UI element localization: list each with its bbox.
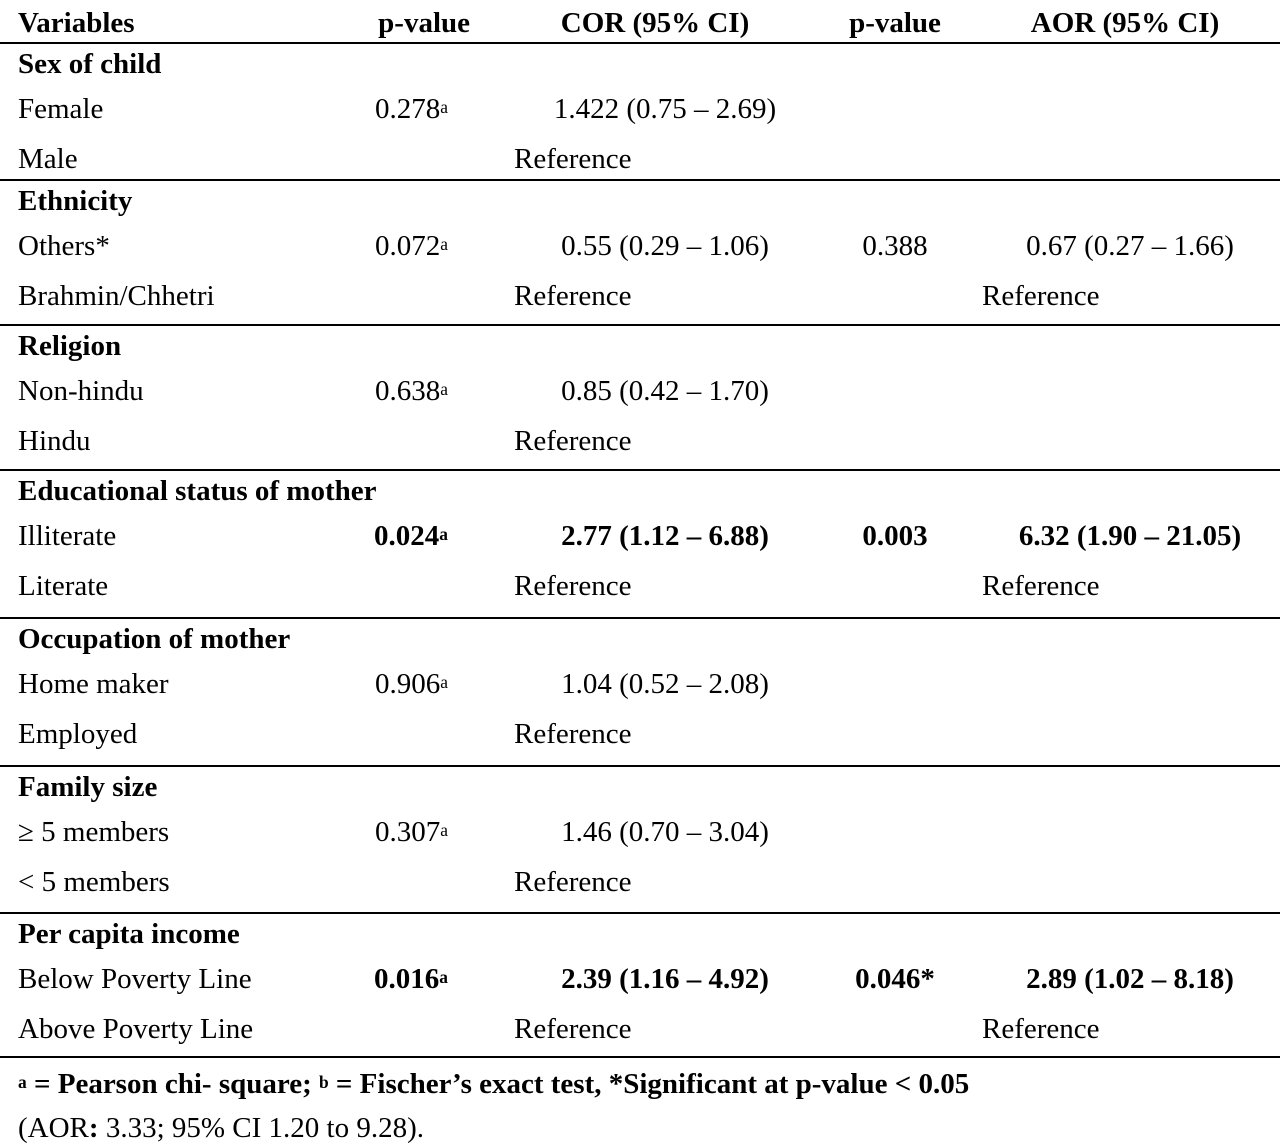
footnote-line-2 [18, 1108, 424, 1148]
group-religion [0, 326, 1280, 471]
cor-value: 1.422 (0.75 – 2.69) [553, 93, 777, 125]
crude-p-value [300, 366, 448, 417]
crude-p-value [300, 511, 448, 562]
cor-value: 1.04 (0.52 – 2.08) [561, 668, 769, 700]
header-row [0, 0, 1280, 44]
crude-p-value-sup: a [439, 524, 448, 544]
crude-p-value-number: 0.072 [375, 230, 441, 262]
row-label: ≥ 5 members [18, 816, 170, 848]
table-row [0, 84, 1280, 135]
table-row [0, 135, 1280, 183]
table-row [0, 954, 1280, 1005]
aor-value: 0.67 (0.27 – 1.66) [1026, 230, 1234, 262]
crude-p-value-number: 0.906 [375, 668, 441, 700]
table-row [0, 1005, 1280, 1053]
group-educational-status-of-mother [0, 471, 1280, 619]
table-row [0, 417, 1280, 465]
table-row [0, 221, 1280, 272]
crude-p-value [300, 807, 448, 858]
row-label: Brahmin/Chhetri [18, 280, 215, 312]
aor-reference: Reference [982, 1013, 1100, 1045]
aor-reference: Reference [982, 570, 1100, 602]
footnote-line2-prefix: (AOR [18, 1112, 89, 1144]
group-title: Religion [18, 330, 122, 362]
crude-p-value-number: 0.024 [374, 520, 440, 552]
table-row [0, 807, 1280, 858]
crude-p-value [300, 659, 448, 710]
row-label: Female [18, 93, 104, 125]
group-title: Educational status of mother [18, 475, 377, 507]
group-ethnicity [0, 181, 1280, 326]
group-family-size [0, 767, 1280, 914]
crude-p-value [300, 954, 448, 1005]
cor-reference: Reference [514, 143, 632, 175]
group-sex-of-child [0, 44, 1280, 181]
row-label: Below Poverty Line [18, 963, 252, 995]
row-label: Above Poverty Line [18, 1013, 254, 1045]
crude-p-value-number: 0.638 [375, 375, 441, 407]
cor-reference: Reference [514, 425, 632, 457]
adjusted-p-value: 0.388 [862, 230, 928, 262]
header-p-value-crude: p-value [378, 7, 470, 39]
crude-p-value [300, 84, 448, 135]
footnote-text-b: = Fischer’s exact test, *Significant at p-value < 0.05 [328, 1068, 970, 1100]
table-row [0, 511, 1280, 562]
table-row [0, 710, 1280, 758]
cor-value: 2.39 (1.16 – 4.92) [561, 963, 769, 995]
crude-p-value-sup: a [440, 672, 448, 692]
footnote-sup-b: b [318, 1072, 329, 1092]
aor-value: 6.32 (1.90 – 21.05) [1018, 520, 1242, 552]
crude-p-value-sup: a [440, 379, 448, 399]
group-occupation-of-mother [0, 619, 1280, 767]
table-row [0, 858, 1280, 906]
group-title: Ethnicity [18, 185, 133, 217]
row-label: Hindu [18, 425, 91, 457]
crude-p-value-sup: a [439, 967, 448, 987]
crude-p-value [300, 221, 448, 272]
row-label: Employed [18, 718, 138, 750]
cor-value: 1.46 (0.70 – 3.04) [561, 816, 769, 848]
row-label: Non-hindu [18, 375, 144, 407]
footnote-line2-colon: : [88, 1112, 99, 1144]
header-variables: Variables [18, 7, 135, 39]
row-label: Home maker [18, 668, 169, 700]
cor-reference: Reference [514, 718, 632, 750]
footnote-text-a: = Pearson chi- square; [26, 1068, 319, 1100]
aor-reference: Reference [982, 280, 1100, 312]
crude-p-value-sup: a [440, 234, 448, 254]
header-p-value-adjusted: p-value [849, 7, 941, 39]
row-label: Others* [18, 230, 110, 262]
row-label: Illiterate [18, 520, 117, 552]
cor-value: 0.85 (0.42 – 1.70) [561, 375, 769, 407]
header-aor: AOR (95% CI) [1030, 7, 1220, 39]
cor-reference: Reference [514, 1013, 632, 1045]
group-title: Per capita income [18, 918, 240, 950]
table-row [0, 562, 1280, 610]
row-label: Literate [18, 570, 109, 602]
adjusted-p-value: 0.003 [862, 520, 928, 552]
cor-value: 2.77 (1.12 – 6.88) [561, 520, 769, 552]
cor-value: 0.55 (0.29 – 1.06) [561, 230, 769, 262]
footnote-sup-a: a [18, 1072, 27, 1092]
header-cor: COR (95% CI) [560, 7, 750, 39]
crude-p-value-number: 0.016 [374, 963, 440, 995]
adjusted-p-value: 0.046* [855, 963, 935, 995]
table-row [0, 659, 1280, 710]
group-divider [0, 1056, 1280, 1058]
group-title: Family size [18, 771, 158, 803]
cor-reference: Reference [514, 280, 632, 312]
footnote-line-1 [18, 1064, 969, 1104]
crude-p-value-number: 0.278 [375, 93, 441, 125]
cor-reference: Reference [514, 570, 632, 602]
group-title: Sex of child [18, 48, 162, 80]
crude-p-value-sup: a [440, 97, 448, 117]
crude-p-value-number: 0.307 [375, 816, 441, 848]
aor-value: 2.89 (1.02 – 8.18) [1026, 963, 1234, 995]
table-row [0, 366, 1280, 417]
group-per-capita-income [0, 914, 1280, 1058]
row-label: Male [18, 143, 78, 175]
group-title: Occupation of mother [18, 623, 291, 655]
table-row [0, 272, 1280, 320]
cor-reference: Reference [514, 866, 632, 898]
crude-p-value-sup: a [440, 820, 448, 840]
row-label: < 5 members [18, 866, 170, 898]
footnote-line2-rest: 3.33; 95% CI 1.20 to 9.28). [98, 1112, 424, 1144]
